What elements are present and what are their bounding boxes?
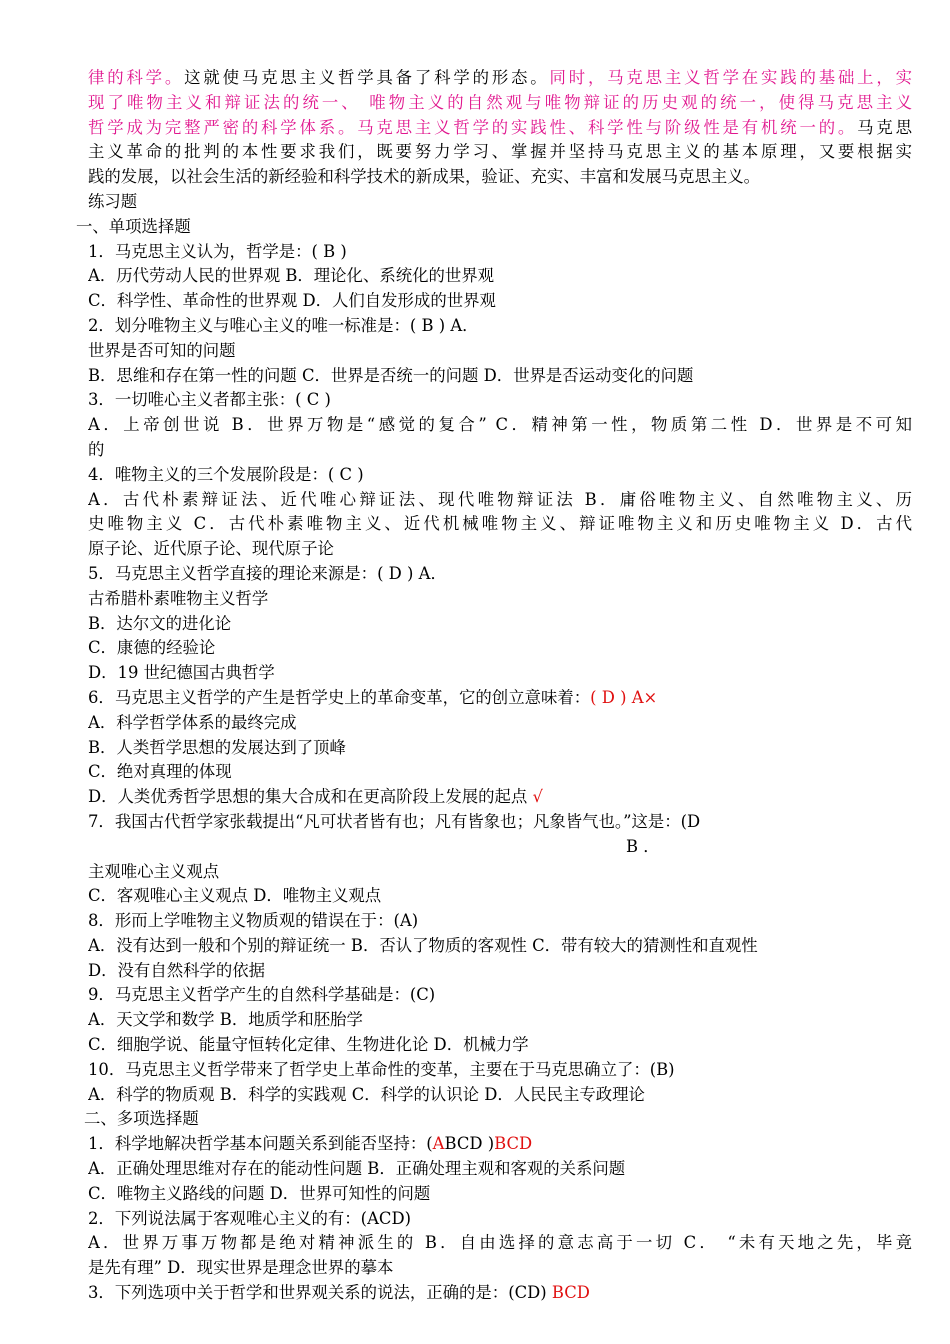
q9-stem: 9．马克思主义哲学产生的自然科学基础是：(C)	[88, 985, 436, 1005]
intro-line-4: 主义革命的批判的本性要求我们，既要努力学习、掌握并坚持马克思主义的基本原理，又要根据实	[88, 142, 912, 162]
document-page	[76, 66, 912, 1306]
q6-option-c: C．绝对真理的体现	[88, 762, 232, 782]
q6-option-b: B．人类哲学思想的发展达到了顶峰	[88, 737, 346, 757]
m2-options-1: A．世界万事万物都是绝对精神派生的 B．自由选择的意志高于一切 C． “未有天地之先，毕竟	[88, 1233, 912, 1253]
q6-stem: 6．马克思主义哲学的产生是哲学史上的革命变革，它的创立意味着：( D ) A×	[88, 687, 658, 707]
q6-option-d: D．人类优秀哲学思想的集大合成和在更高阶段上发展的起点 √	[88, 787, 543, 807]
q5-stem: 5．马克思主义哲学直接的理论来源是：( D ) A．	[88, 563, 447, 583]
q3-stem: 3．一切唯心主义者都主张：( C )	[88, 390, 331, 410]
m2-stem: 2．下列说法属于客观唯心主义的有：(ACD)	[88, 1208, 411, 1228]
q2-options-2: B．思维和存在第一性的问题 C．世界是否统一的问题 D．世界是否运动变化的问题	[88, 365, 694, 385]
intro-line-2: 现了唯物主义和辩证法的统一、 唯物主义的自然观与唯物辩证的历史观的统一，使得马克思主义	[88, 92, 912, 112]
q4-options-2: 史唯物主义 C．古代朴素唯物主义、近代机械唯物主义、辩证唯物主义和历史唯物主义 D．古代	[88, 514, 912, 534]
q2-options-1: 世界是否可知的问题	[88, 340, 236, 360]
q1-stem: 1．马克思主义认为，哲学是：( B )	[88, 241, 347, 261]
exercise-title: 练习题	[88, 191, 138, 211]
section-multiple-choice: 二、多项选择题	[84, 1109, 199, 1129]
q9-options-1: A．天文学和数学 B．地质学和胚胎学	[88, 1010, 363, 1030]
intro-line-5: 践的发展，以社会生活的新经验和科学技术的新成果，验证、充实、丰富和发展马克思主义。	[88, 167, 761, 187]
q7-options-2: 主观唯心主义观点	[88, 861, 220, 881]
q6-option-a: A．科学哲学体系的最终完成	[88, 712, 297, 732]
m1-options-2: C．唯物主义路线的问题 D．世界可知性的问题	[88, 1183, 431, 1203]
intro-line-1: 律的科学。这就使马克思主义哲学具备了科学的形态。同时，马克思主义哲学在实践的基础上，实	[88, 68, 912, 87]
q7-options-3: C．客观唯心主义观点 D．唯物主义观点	[88, 886, 382, 906]
m1-options-1: A．正确处理思维对存在的能动性问题 B．正确处理主观和客观的关系问题	[88, 1159, 626, 1179]
q7-stem: 7．我国古代哲学家张载提出“凡可状者皆有也；凡有皆象也；凡象皆气也。”这是：(D	[88, 811, 701, 831]
q8-options-2: D．没有自然科学的依据	[88, 960, 266, 980]
intro-line-3: 哲学成为完整严密的科学体系。马克思主义哲学的实践性、科学性与阶级性是有机统一的。马克思	[88, 117, 912, 137]
m1-answer-mark: BCD	[494, 1134, 533, 1154]
q3-options-1: A．上帝创世说 B．世界万物是“感觉的复合” C．精神第一性，物质第二性 D．世界是不可知	[88, 415, 912, 435]
q5-option-b: B．达尔文的进化论	[88, 613, 232, 633]
section-single-choice: 一、单项选择题	[76, 216, 191, 236]
q5-option-c: C．康德的经验论	[88, 638, 216, 658]
q5-option-a: 古希腊朴素唯物主义哲学	[88, 588, 269, 608]
q10-options-1: A．科学的物质观 B．科学的实践观 C．科学的认识论 D．人民民主专政理论	[88, 1084, 645, 1104]
q6-answer-mark: ( D ) A×	[590, 687, 658, 707]
q7-options-1: B ．	[626, 836, 660, 856]
check-mark-icon: √	[532, 787, 543, 807]
q9-options-2: C．细胞学说、能量守恒转化定律、生物进化论 D．机械力学	[88, 1035, 529, 1055]
q8-stem: 8．形而上学唯物主义物质观的错误在于：(A)	[88, 911, 419, 931]
m1-stem: 1．科学地解决哲学基本问题关系到能否坚持：(ABCD )BCD	[88, 1134, 533, 1154]
q4-options-1: A．古代朴素辩证法、近代唯心辩证法、现代唯物辩证法 B．庸俗唯物主义、自然唯物主义、历	[88, 489, 912, 509]
m2-options-2: 是先有理” D．现实世界是理念世界的摹本	[88, 1258, 394, 1278]
q4-options-3: 原子论、近代原子论、现代原子论	[88, 539, 334, 559]
q10-stem: 10．马克思主义哲学带来了哲学史上革命性的变革，主要在于马克思确立了：(B)	[88, 1059, 675, 1079]
q5-option-d: D．19 世纪德国古典哲学	[88, 663, 275, 683]
q2-stem: 2．划分唯物主义与唯心主义的唯一标准是：( B ) A．	[88, 315, 479, 335]
q8-options-1: A．没有达到一般和个别的辩证统一 B．否认了物质的客观性 C．带有较大的猜测性和直观性	[88, 935, 758, 955]
q3-options-2: 的	[88, 439, 105, 459]
m3-answer-mark: BCD	[551, 1283, 590, 1303]
m3-stem: 3．下列选项中关于哲学和世界观关系的说法，正确的是：(CD) BCD	[88, 1283, 590, 1303]
q4-stem: 4．唯物主义的三个发展阶段是：( C )	[88, 464, 364, 484]
q1-options-2: C．科学性、革命性的世界观 D．人们自发形成的世界观	[88, 291, 496, 311]
q1-options-1: A．历代劳动人民的世界观 B．理论化、系统化的世界观	[88, 266, 495, 286]
